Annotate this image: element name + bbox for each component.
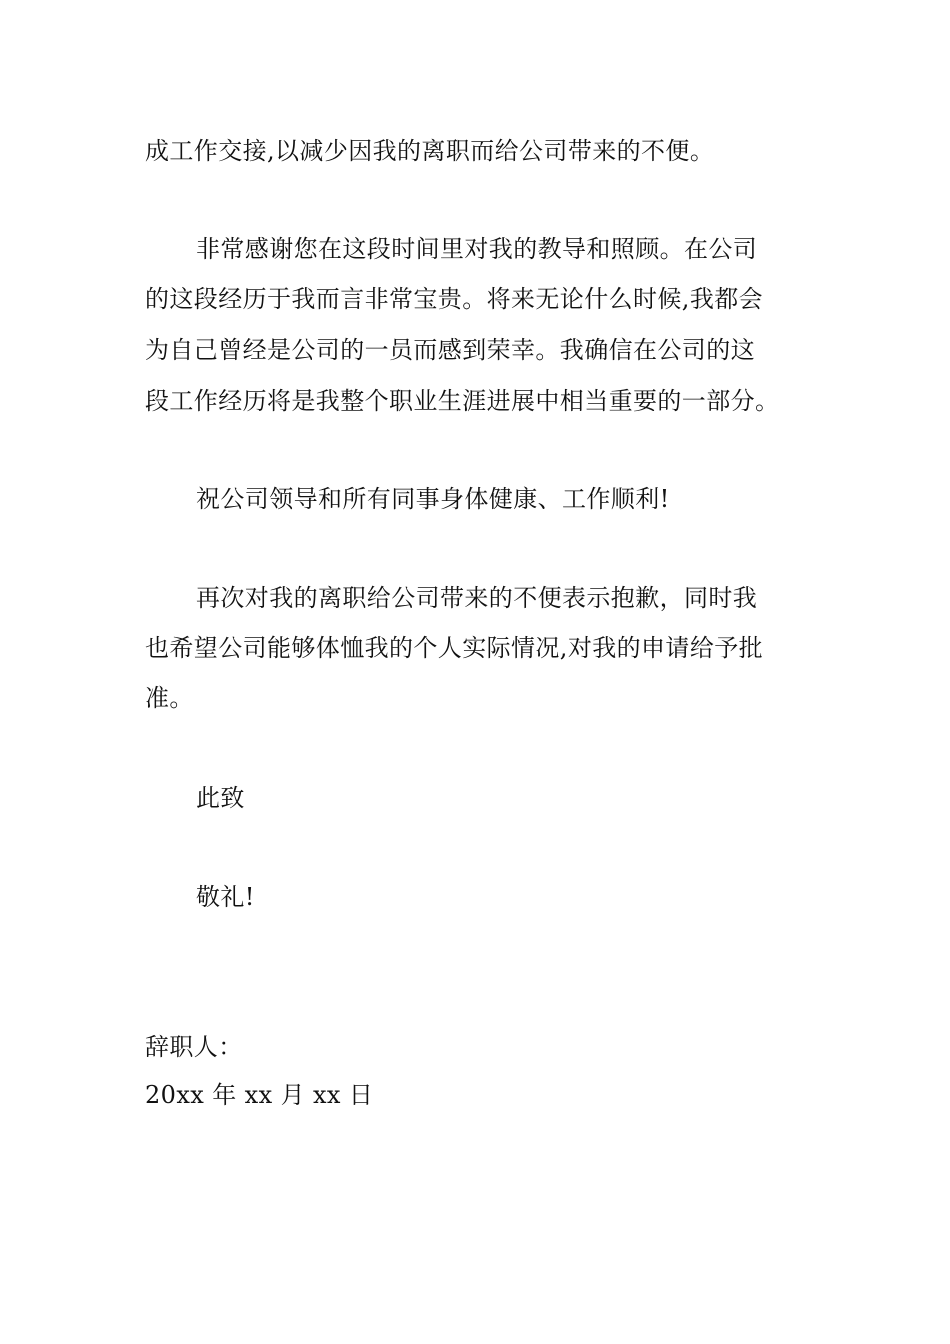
- paragraph-apology-line-2: 也希望公司能够体恤我的个人实际情况,对我的申请给予批: [145, 634, 764, 662]
- closing-regards: 敬礼!: [196, 883, 255, 911]
- signature-label: 辞职人：: [145, 1033, 243, 1061]
- paragraph-thanks-line-3: 为自己曾经是公司的一员而感到荣幸。我确信在公司的这: [145, 336, 755, 364]
- closing-salutation: 此致: [196, 784, 245, 812]
- paragraph-continuation-line: 成工作交接,以减少因我的离职而给公司带来的不便。: [145, 137, 715, 165]
- paragraph-thanks-line-1: 非常感谢您在这段时间里对我的教导和照顾。在公司: [196, 235, 758, 263]
- paragraph-apology-line-1: 再次对我的离职给公司带来的不便表示抱歉，同时我: [196, 584, 758, 612]
- paragraph-apology-line-3: 准。: [145, 684, 194, 712]
- paragraph-wishes-line: 祝公司领导和所有同事身体健康、工作顺利!: [196, 485, 670, 513]
- paragraph-thanks-line-4: 段工作经历将是我整个职业生涯进展中相当重要的一部分。: [145, 387, 780, 415]
- date-line: 20xx 年 xx 月 xx 日: [145, 1081, 374, 1109]
- paragraph-thanks-line-2: 的这段经历于我而言非常宝贵。将来无论什么时候,我都会: [145, 285, 764, 313]
